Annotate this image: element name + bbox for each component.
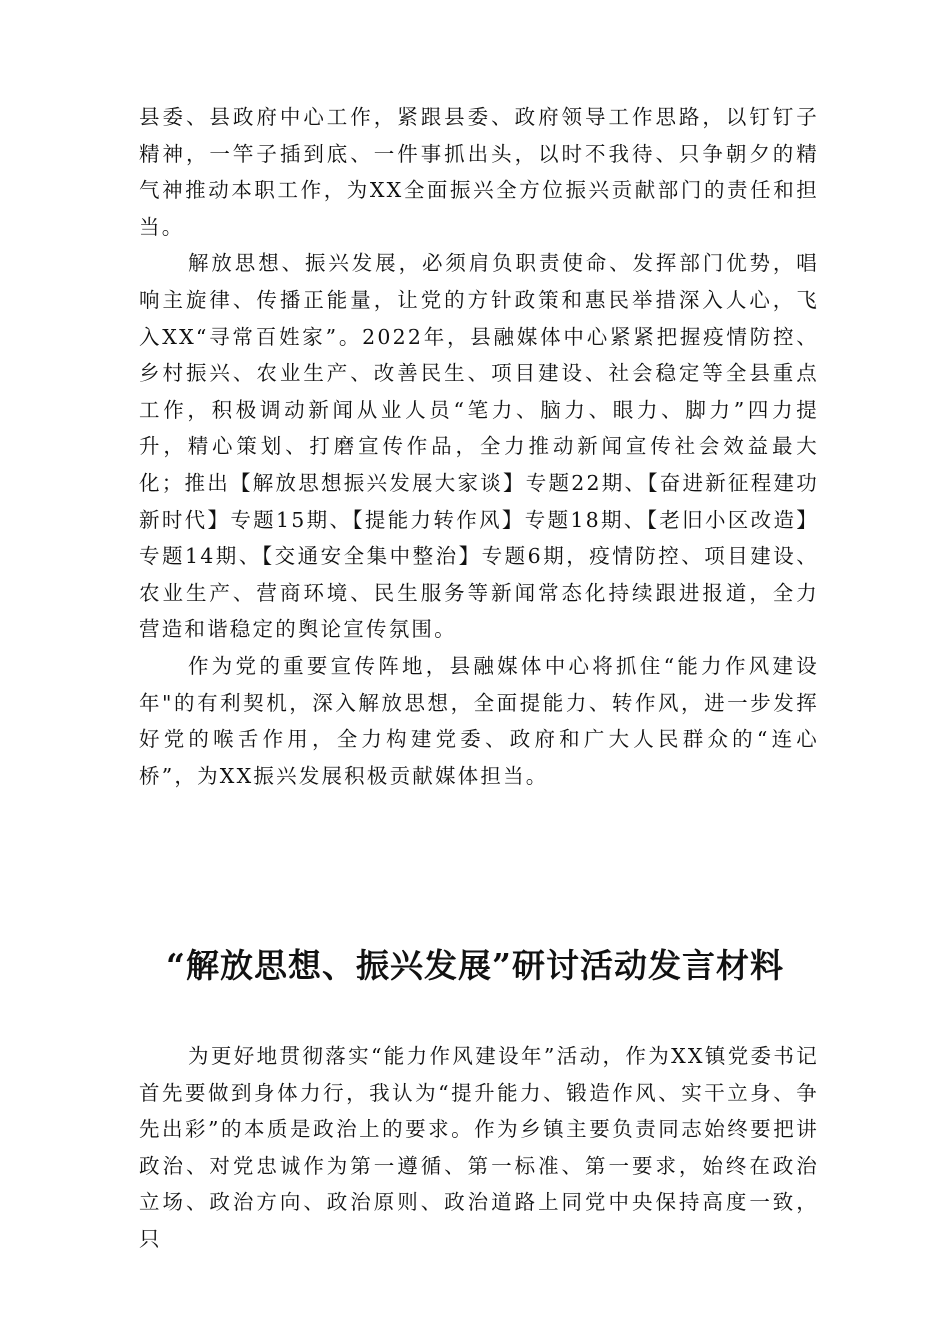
paragraph-media-work: 解放思想、振兴发展，必须肩负职责使命、发挥部门优势，唱响主旋律、传播正能量，让党的方针政策和惠民举措深入人心，飞入XX“寻常百姓家”。2022年，县融媒体中心紧紧把握疫情防控、乡村振兴、农业生产、改善民生、项目建设、社会稳定等全县重点工作，积极调动新闻从业人员“笔力、脑力、眼力、脚力”四力提升，精心策划、打磨宣传作品，全力推动新闻宣传社会效益最大化；推出【解放思想振兴发展大家谈】专题22期、【奋进新征程建功新时代】专题15期、【提能力转作风】专题18期、【老旧小区改造】专题14期、【交通安全集中整治】专题6期，疫情防控、项目建设、农业生产、营商环境、民生服务等新闻常态化持续跟进报道，全力营造和谐稳定的舆论宣传氛围。 (139, 251, 819, 642)
section-one-body (139, 99, 819, 794)
section-two-body (139, 1038, 819, 1258)
paragraph-opening: 为更好地贯彻落实“能力作风建设年”活动，作为XX镇党委书记首先要做到身体力行，我认为“提升能力、锻造作风、实干立身、争先出彩”的本质是政治上的要求。作为乡镇主要负责同志始终要把讲政治、对党忠诚作为第一遵循、第一标准、第一要求，始终在政治立场、政治方向、政治原则、政治道路上同党中央保持高度一致，只 (139, 1044, 819, 1251)
paragraph-conclusion: 作为党的重要宣传阵地，县融媒体中心将抓住“能力作风建设年"的有利契机，深入解放思想，全面提能力、转作风，进一步发挥好党的喉舌作用，全力构建党委、政府和广大人民群众的“连心桥”，为XX振兴发展积极贡献媒体担当。 (139, 653, 819, 788)
document-title: “解放思想、振兴发展”研讨活动发言材料 (166, 946, 784, 985)
paragraph-continuation: 县委、县政府中心工作，紧跟县委、政府领导工作思路，以钉钉子精神，一竿子插到底、一件事抓出头，以时不我待、只争朝夕的精气神推动本职工作，为XX全面振兴全方位振兴贡献部门的责任和担当。 (139, 105, 819, 239)
